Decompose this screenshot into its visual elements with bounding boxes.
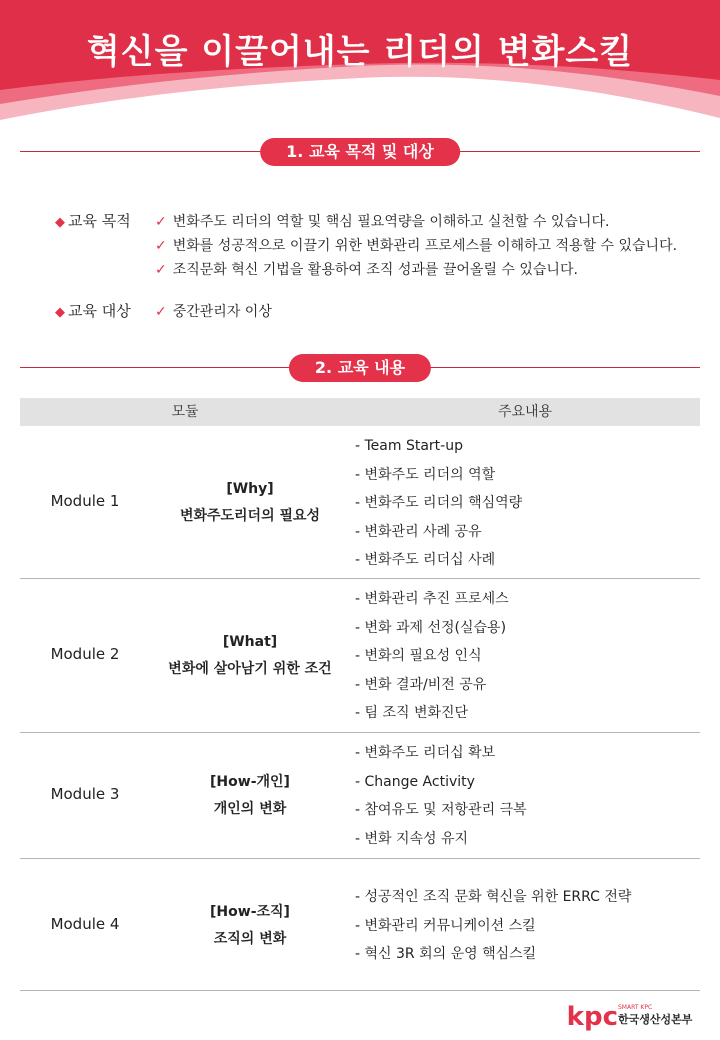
- list-item: - 변화주도 리더십 사례: [355, 552, 496, 568]
- list-item: - 성공적인 조직 문화 혁신을 위한 ERRC 전략: [355, 889, 632, 905]
- module-name: Module 4: [50, 915, 120, 933]
- list-item: - 변화주도 리더의 역할: [355, 466, 496, 483]
- list-item: - 변화관리 사례 공유: [355, 523, 482, 540]
- check-icon: ✓: [155, 238, 167, 254]
- section-1-heading: [20, 138, 700, 166]
- list-item: ✓ 변화주도 리더의 역할 및 핵심 필요역량을 이해하고 실천할 수 있습니다.: [155, 214, 610, 230]
- organization-name: 한국생산성본부: [618, 1013, 693, 1026]
- module-items: [355, 739, 700, 853]
- curriculum-table: [20, 398, 700, 991]
- header-banner: [0, 0, 720, 130]
- module-topic: [What] 변화에 살아남기 위한 조건: [168, 634, 332, 677]
- list-item: - 변화 결과/비전 공유: [355, 676, 487, 693]
- module-topic: [How-조직] 조직의 변화: [210, 904, 290, 947]
- table-row: [20, 579, 700, 733]
- list-item: - 변화주도 리더십 확보: [355, 745, 496, 761]
- list-item: ✓ 조직문화 혁신 기법을 활용하여 조직 성과를 끌어올릴 수 있습니다.: [155, 262, 578, 278]
- list-item: - 변화 과제 선정(실습용): [355, 619, 507, 636]
- list-item: - 변화 지속성 유지: [355, 830, 469, 847]
- module-name: Module 3: [50, 785, 120, 803]
- section-2-title: 2. 교육 내용: [289, 354, 431, 382]
- list-item: - Change Activity: [355, 773, 475, 790]
- table-row: [20, 859, 700, 991]
- purpose-label: ◆ 교육 목적: [55, 212, 131, 230]
- check-icon: ✓: [155, 214, 167, 230]
- list-item: - 변화주도 리더의 핵심역량: [355, 495, 523, 511]
- list-item: - 참여유도 및 저항관리 극복: [355, 802, 527, 818]
- module-items: [355, 883, 700, 969]
- section-2-heading: [20, 354, 700, 382]
- purpose-list: [155, 210, 715, 282]
- footer-logo: [566, 1002, 706, 1032]
- target-label: ◆ 교육 대상: [55, 302, 131, 320]
- list-item: - 변화관리 커뮤니케이션 스킬: [355, 917, 536, 934]
- column-header-module: 모듈: [171, 404, 199, 420]
- page-title: 혁신을 이끌어내는 리더의 변화스킬: [86, 32, 634, 72]
- table-row: [20, 426, 700, 579]
- module-name: Module 1: [50, 492, 120, 510]
- list-item: - 팀 조직 변화진단: [355, 705, 469, 721]
- table-header: [20, 398, 700, 426]
- section-1-title: 1. 교육 목적 및 대상: [260, 138, 460, 166]
- list-item: - 변화의 필요성 인식: [355, 648, 482, 664]
- list-item: - 변화관리 추진 프로세스: [355, 591, 509, 607]
- module-name: Module 2: [50, 645, 120, 663]
- table-row: [20, 733, 700, 859]
- column-header-content: 주요내용: [497, 404, 553, 420]
- check-icon: ✓: [155, 262, 167, 278]
- kpc-logo-mark: kpc: [566, 1002, 618, 1032]
- diamond-icon: ◆: [55, 215, 65, 230]
- list-item: - Team Start-up: [355, 438, 463, 454]
- module-items: [355, 585, 700, 728]
- module-topic: [Why] 변화주도리더의 필요성: [179, 481, 321, 524]
- target-list: [155, 300, 715, 324]
- module-topic: [How-개인] 개인의 변화: [210, 774, 290, 817]
- list-item: ✓ 중간관리자 이상: [155, 304, 272, 320]
- check-icon: ✓: [155, 304, 167, 320]
- module-items: [355, 432, 700, 575]
- logo-tagline: SMART KPC: [618, 1004, 653, 1011]
- diamond-icon: ◆: [55, 305, 65, 320]
- list-item: ✓ 변화를 성공적으로 이끌기 위한 변화관리 프로세스를 이해하고 적용할 수 있습니다.: [155, 238, 678, 254]
- list-item: - 혁신 3R 회의 운영 핵심스킬: [355, 946, 537, 962]
